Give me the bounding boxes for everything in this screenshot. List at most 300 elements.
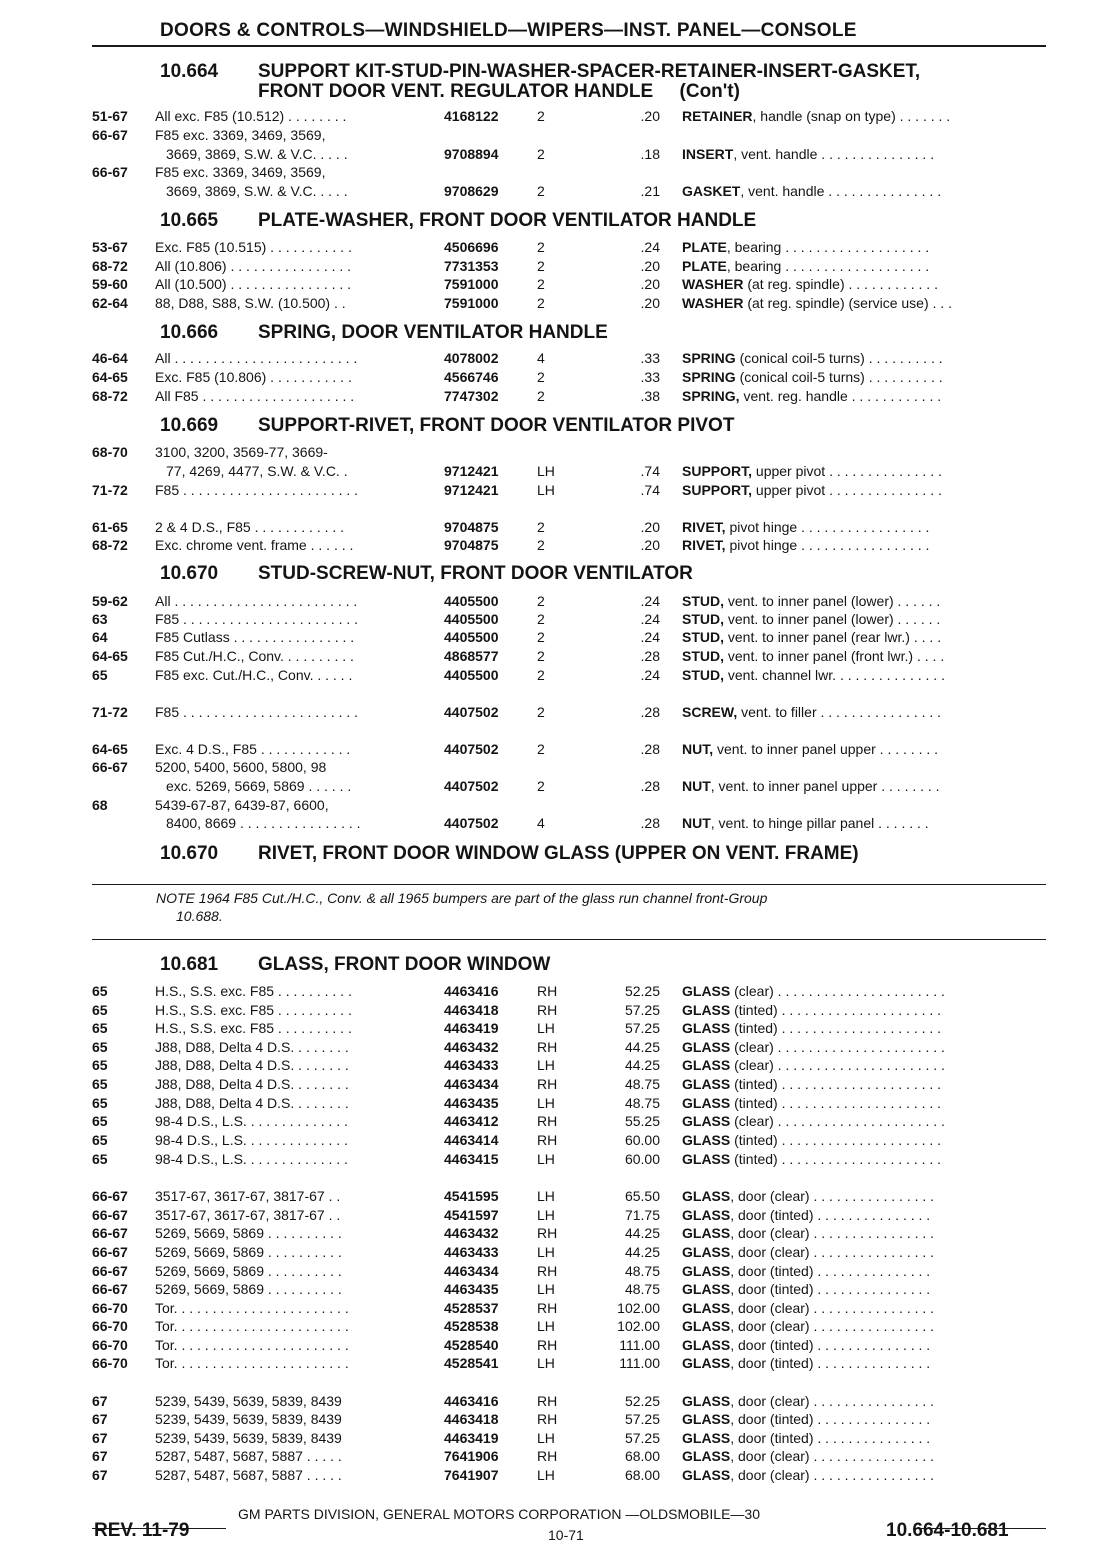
section-title: SPRING, DOOR VENTILATOR HANDLE <box>258 322 608 343</box>
application: F85 . . . . . . . . . . . . . . . . . . . . . . . <box>155 611 359 627</box>
price: 71.75 <box>624 1207 660 1223</box>
application: J88, D88, Delta 4 D.S. . . . . . . . <box>155 1095 349 1111</box>
model-years: 66-67 <box>92 1207 128 1223</box>
price: .33 <box>640 350 660 366</box>
part-name: GLASS <box>682 1300 731 1316</box>
part-number: 4078002 <box>444 350 499 366</box>
application: 5239, 5439, 5639, 5839, 8439 <box>155 1430 342 1446</box>
description <box>682 1001 1046 1020</box>
quantity: 2 <box>537 778 545 794</box>
part-number: 7747302 <box>444 388 499 404</box>
note-line: 10.688. <box>176 908 223 924</box>
application: 5239, 5439, 5639, 5839, 8439 <box>155 1393 342 1409</box>
price: 44.25 <box>624 1244 660 1260</box>
description <box>682 1466 1046 1485</box>
section-title: SUPPORT KIT-STUD-PIN-WASHER-SPACER-RETAINER-INSERT-GASKET, <box>258 61 921 82</box>
model-years: 65 <box>92 1039 108 1055</box>
description <box>682 1243 1046 1262</box>
application: F85 exc. 3369, 3469, 3569, <box>155 164 326 180</box>
part-detail: (at reg. spindle) . . . . . . . . . . . . <box>743 276 938 292</box>
part-number: 4463434 <box>444 1076 499 1092</box>
model-years: 65 <box>92 1002 108 1018</box>
part-detail: , vent. to hinge pillar panel . . . . . . . <box>710 815 929 831</box>
application: F85 exc. 3369, 3469, 3569, <box>155 127 326 143</box>
description <box>682 1206 1046 1225</box>
part-name: NUT <box>682 778 711 794</box>
section-heading <box>160 564 693 584</box>
application: 3100, 3200, 3569-77, 3669- <box>155 444 328 460</box>
part-number: 9708629 <box>444 183 499 199</box>
description <box>682 1187 1046 1206</box>
price: .24 <box>640 239 660 255</box>
description <box>682 275 1046 294</box>
note-rule-top <box>92 884 1046 885</box>
model-years: 66-67 <box>92 1188 128 1204</box>
price: 60.00 <box>624 1151 660 1167</box>
description <box>682 462 1046 481</box>
application: Exc. 4 D.S., F85 . . . . . . . . . . . . <box>155 741 351 757</box>
part-name: SPRING <box>682 350 736 366</box>
quantity: 4 <box>537 350 545 366</box>
model-years: 65 <box>92 667 108 683</box>
description <box>682 814 1046 833</box>
part-detail: (clear) . . . . . . . . . . . . . . . . . . . . . . <box>730 1039 945 1055</box>
part-number: 4405500 <box>444 667 499 683</box>
part-name: STUD, <box>682 611 724 627</box>
section-title: SUPPORT-RIVET, FRONT DOOR VENTILATOR PIVOT <box>258 415 735 436</box>
part-name: SCREW, <box>682 704 738 720</box>
part-number: 4463415 <box>444 1151 499 1167</box>
price: 48.75 <box>624 1076 660 1092</box>
quantity: RH <box>537 1263 558 1279</box>
section-title: GLASS, FRONT DOOR WINDOW <box>258 954 551 975</box>
quantity: RH <box>537 1076 558 1092</box>
part-detail: vent. to inner panel (rear lwr.) . . . . <box>724 629 942 645</box>
description <box>682 145 1046 164</box>
quantity: 2 <box>537 108 545 124</box>
application: 5287, 5487, 5687, 5887 . . . . . <box>155 1448 342 1464</box>
price: 48.75 <box>624 1263 660 1279</box>
price: 44.25 <box>624 1039 660 1055</box>
part-name: GLASS <box>682 1225 731 1241</box>
quantity: RH <box>537 1113 558 1129</box>
description <box>682 1280 1046 1299</box>
section-title: RIVET, FRONT DOOR WINDOW GLASS (UPPER ON VENT. FRAME) <box>258 843 859 864</box>
part-detail: vent. channel lwr. . . . . . . . . . . . . . . <box>724 667 945 683</box>
note-rule-bottom <box>92 939 1046 940</box>
section-number: 10.664 <box>160 61 219 82</box>
quantity: LH <box>537 1207 555 1223</box>
description <box>682 1317 1046 1336</box>
part-detail: vent. to inner panel (lower) . . . . . . <box>724 593 941 609</box>
price: 44.25 <box>624 1057 660 1073</box>
price: .21 <box>640 183 660 199</box>
price: 48.75 <box>624 1281 660 1297</box>
application: All F85 . . . . . . . . . . . . . . . . . . . . <box>155 388 355 404</box>
application: Exc. F85 (10.515) . . . . . . . . . . . <box>155 239 352 255</box>
application: 8400, 8669 . . . . . . . . . . . . . . . . <box>166 815 361 831</box>
part-number: 4506696 <box>444 239 499 255</box>
part-number: 9708894 <box>444 146 499 162</box>
price: 65.50 <box>624 1188 660 1204</box>
part-detail: (tinted) . . . . . . . . . . . . . . . . . . . . . <box>730 1151 942 1167</box>
model-years: 66-67 <box>92 759 128 775</box>
part-name: GLASS <box>682 1467 731 1483</box>
section-number: 10.665 <box>160 210 219 231</box>
quantity: 2 <box>537 369 545 385</box>
model-years: 68-72 <box>92 537 128 553</box>
price: 111.00 <box>619 1337 660 1353</box>
model-years: 65 <box>92 1132 108 1148</box>
description <box>682 294 1046 313</box>
section-number: 10.670 <box>160 843 219 864</box>
model-years: 63 <box>92 611 108 627</box>
description <box>682 777 1046 796</box>
part-name: PLATE <box>682 239 727 255</box>
part-name: GLASS <box>682 1448 731 1464</box>
part-name: GLASS <box>682 983 731 999</box>
application: 88, D88, S88, S.W. (10.500) . . <box>155 295 346 311</box>
model-years: 65 <box>92 1151 108 1167</box>
part-name: INSERT <box>682 146 734 162</box>
part-detail: , door (clear) . . . . . . . . . . . . . . . . <box>730 1467 935 1483</box>
price: 57.25 <box>624 1002 660 1018</box>
description <box>682 182 1046 201</box>
price: 52.25 <box>624 1393 660 1409</box>
section-number: 10.681 <box>160 954 219 975</box>
part-detail: (clear) . . . . . . . . . . . . . . . . . . . . . . <box>730 1057 945 1073</box>
application: Tor. . . . . . . . . . . . . . . . . . . . . . . <box>155 1300 349 1316</box>
price: .28 <box>640 704 660 720</box>
application: H.S., S.S. exc. F85 . . . . . . . . . . <box>155 983 352 999</box>
application: 3517-67, 3617-67, 3817-67 . . <box>155 1188 341 1204</box>
model-years: 68-72 <box>92 388 128 404</box>
model-years: 68-70 <box>92 444 128 460</box>
price: 57.25 <box>624 1411 660 1427</box>
application: F85 . . . . . . . . . . . . . . . . . . . . . . . <box>155 704 359 720</box>
model-years: 51-67 <box>92 108 128 124</box>
price: .28 <box>640 648 660 664</box>
part-name: RETAINER <box>682 108 753 124</box>
part-detail: (clear) . . . . . . . . . . . . . . . . . . . . . . <box>730 983 945 999</box>
part-number: 4463416 <box>444 983 499 999</box>
part-number: 4541597 <box>444 1207 499 1223</box>
quantity: 2 <box>537 239 545 255</box>
model-years: 61-65 <box>92 519 128 535</box>
part-number: 4463419 <box>444 1020 499 1036</box>
application: 2 & 4 D.S., F85 . . . . . . . . . . . . <box>155 519 345 535</box>
application: All (10.806) . . . . . . . . . . . . . . . . <box>155 258 352 274</box>
part-number: 4463432 <box>444 1039 499 1055</box>
part-number: 9712421 <box>444 463 499 479</box>
price: .33 <box>640 369 660 385</box>
description <box>682 592 1046 611</box>
description <box>682 740 1046 759</box>
model-years: 66-67 <box>92 1263 128 1279</box>
description <box>682 1354 1046 1373</box>
part-number: 4528537 <box>444 1300 499 1316</box>
section-heading <box>160 62 920 102</box>
model-years: 65 <box>92 983 108 999</box>
part-name: SPRING, <box>682 388 740 404</box>
part-detail: , door (tinted) . . . . . . . . . . . . . . . <box>730 1281 931 1297</box>
part-name: GLASS <box>682 1393 731 1409</box>
price: .74 <box>640 482 660 498</box>
part-detail: (conical coil-5 turns) . . . . . . . . . . <box>735 350 943 366</box>
price: 68.00 <box>624 1467 660 1483</box>
part-detail: , handle (snap on type) . . . . . . . <box>752 108 951 124</box>
part-name: GASKET <box>682 183 741 199</box>
section-title: PLATE-WASHER, FRONT DOOR VENTILATOR HANDLE <box>258 210 757 231</box>
description <box>682 703 1046 722</box>
price: .20 <box>640 276 660 292</box>
quantity: 2 <box>537 388 545 404</box>
part-number: 7641907 <box>444 1467 499 1483</box>
part-name: NUT, <box>682 741 714 757</box>
part-number: 4541595 <box>444 1188 499 1204</box>
model-years: 67 <box>92 1430 108 1446</box>
quantity: LH <box>537 1355 555 1371</box>
application: J88, D88, Delta 4 D.S. . . . . . . . <box>155 1076 349 1092</box>
price: .28 <box>640 815 660 831</box>
part-detail: , door (clear) . . . . . . . . . . . . . . . . <box>730 1393 935 1409</box>
part-name: GLASS <box>682 1188 731 1204</box>
application: J88, D88, Delta 4 D.S. . . . . . . . <box>155 1039 349 1055</box>
price: .20 <box>640 519 660 535</box>
part-detail: , door (clear) . . . . . . . . . . . . . . . . <box>730 1318 935 1334</box>
model-years: 46-64 <box>92 350 128 366</box>
part-detail: , door (tinted) . . . . . . . . . . . . . . . <box>730 1337 931 1353</box>
part-name: GLASS <box>682 1113 731 1129</box>
model-years: 66-67 <box>92 127 128 143</box>
description <box>682 518 1046 537</box>
part-number: 7731353 <box>444 258 499 274</box>
application: H.S., S.S. exc. F85 . . . . . . . . . . <box>155 1020 352 1036</box>
application: 3669, 3869, S.W. & V.C. . . . . <box>166 146 348 162</box>
application: exc. 5269, 5669, 5869 . . . . . . <box>166 778 352 794</box>
description <box>682 982 1046 1001</box>
quantity: 2 <box>537 704 545 720</box>
part-number: 4463435 <box>444 1281 499 1297</box>
model-years: 65 <box>92 1057 108 1073</box>
model-years: 59-60 <box>92 276 128 292</box>
application: 5439-67-87, 6439-87, 6600, <box>155 797 329 813</box>
part-number: 4405500 <box>444 629 499 645</box>
note <box>156 889 1016 925</box>
part-name: STUD, <box>682 667 724 683</box>
part-detail: , door (tinted) . . . . . . . . . . . . . . . <box>730 1430 931 1446</box>
part-number: 4463433 <box>444 1057 499 1073</box>
model-years: 68 <box>92 797 108 813</box>
quantity: RH <box>537 983 558 999</box>
description <box>682 1038 1046 1057</box>
application: 5287, 5487, 5687, 5887 . . . . . <box>155 1467 342 1483</box>
model-years: 53-67 <box>92 239 128 255</box>
section-number: 10.666 <box>160 322 219 343</box>
description <box>682 610 1046 629</box>
part-number: 4407502 <box>444 815 499 831</box>
section-heading <box>160 844 859 864</box>
part-name: RIVET, <box>682 519 726 535</box>
part-detail: , door (tinted) . . . . . . . . . . . . . . . <box>730 1355 931 1371</box>
part-detail: , vent. handle . . . . . . . . . . . . . . . <box>740 183 942 199</box>
part-detail: , bearing . . . . . . . . . . . . . . . . . . . <box>726 258 930 274</box>
description <box>682 666 1046 685</box>
part-number: 7591000 <box>444 295 499 311</box>
part-name: GLASS <box>682 1076 731 1092</box>
application: Tor. . . . . . . . . . . . . . . . . . . . . . . <box>155 1337 349 1353</box>
application: Tor. . . . . . . . . . . . . . . . . . . . . . . <box>155 1355 349 1371</box>
description <box>682 238 1046 257</box>
description <box>682 1336 1046 1355</box>
model-years: 67 <box>92 1411 108 1427</box>
price: .28 <box>640 778 660 794</box>
part-name: GLASS <box>682 1281 731 1297</box>
price: 55.25 <box>624 1113 660 1129</box>
section-heading <box>160 955 550 975</box>
description <box>682 368 1046 387</box>
quantity: 4 <box>537 815 545 831</box>
quantity: LH <box>537 1095 555 1111</box>
quantity: LH <box>537 1430 555 1446</box>
part-detail: vent. to inner panel upper . . . . . . . . <box>713 741 939 757</box>
quantity: 2 <box>537 667 545 683</box>
part-detail: , vent. handle . . . . . . . . . . . . . . . <box>733 146 935 162</box>
quantity: RH <box>537 1039 558 1055</box>
model-years: 64-65 <box>92 369 128 385</box>
model-years: 64 <box>92 629 108 645</box>
part-detail: , door (tinted) . . . . . . . . . . . . . . . <box>730 1207 931 1223</box>
part-detail: pivot hinge . . . . . . . . . . . . . . . . . <box>725 537 930 553</box>
section-heading <box>160 211 756 231</box>
part-number: 4463435 <box>444 1095 499 1111</box>
model-years: 66-70 <box>92 1355 128 1371</box>
part-name: SUPPORT, <box>682 482 753 498</box>
part-detail: vent. to inner panel (lower) . . . . . . <box>724 611 941 627</box>
part-number: 4168122 <box>444 108 499 124</box>
part-name: GLASS <box>682 1132 731 1148</box>
part-name: GLASS <box>682 1263 731 1279</box>
part-detail: , door (tinted) . . . . . . . . . . . . . . . <box>730 1263 931 1279</box>
application: 98-4 D.S., L.S. . . . . . . . . . . . . . <box>155 1113 348 1129</box>
price: 102.00 <box>617 1300 660 1316</box>
description <box>682 1447 1046 1466</box>
application: F85 Cutlass . . . . . . . . . . . . . . . . <box>155 629 355 645</box>
description <box>682 1410 1046 1429</box>
part-number: 4868577 <box>444 648 499 664</box>
price: 60.00 <box>624 1132 660 1148</box>
part-number: 4463412 <box>444 1113 499 1129</box>
part-number: 4566746 <box>444 369 499 385</box>
part-number: 4405500 <box>444 611 499 627</box>
application: 5269, 5669, 5869 . . . . . . . . . . <box>155 1263 342 1279</box>
description <box>682 1262 1046 1281</box>
quantity: 2 <box>537 537 545 553</box>
application: 5200, 5400, 5600, 5800, 98 <box>155 759 327 775</box>
quantity: LH <box>537 1188 555 1204</box>
part-name: SPRING <box>682 369 736 385</box>
application: 98-4 D.S., L.S. . . . . . . . . . . . . . <box>155 1151 348 1167</box>
part-detail: (at reg. spindle) (service use) . . . <box>743 295 952 311</box>
section-title: STUD-SCREW-NUT, FRONT DOOR VENTILATOR <box>258 563 693 584</box>
quantity: RH <box>537 1393 558 1409</box>
price: 57.25 <box>624 1020 660 1036</box>
model-years: 66-70 <box>92 1300 128 1316</box>
model-years: 66-67 <box>92 164 128 180</box>
page-number: 10-71 <box>548 1527 584 1543</box>
description <box>682 1224 1046 1243</box>
application: 5269, 5669, 5869 . . . . . . . . . . <box>155 1281 342 1297</box>
price: .20 <box>640 108 660 124</box>
quantity: LH <box>537 1318 555 1334</box>
model-years: 66-67 <box>92 1225 128 1241</box>
quantity: RH <box>537 1002 558 1018</box>
part-detail: pivot hinge . . . . . . . . . . . . . . . . . <box>725 519 930 535</box>
price: .74 <box>640 463 660 479</box>
model-years: 66-67 <box>92 1281 128 1297</box>
application: 5269, 5669, 5869 . . . . . . . . . . <box>155 1244 342 1260</box>
quantity: LH <box>537 1151 555 1167</box>
section-number: 10.669 <box>160 415 219 436</box>
price: .24 <box>640 611 660 627</box>
application: 3669, 3869, S.W. & V.C. . . . . <box>166 183 348 199</box>
application: F85 exc. Cut./H.C., Conv. . . . . . <box>155 667 353 683</box>
quantity: LH <box>537 1244 555 1260</box>
application: Tor. . . . . . . . . . . . . . . . . . . . . . . <box>155 1318 349 1334</box>
part-name: SUPPORT, <box>682 463 753 479</box>
section-number: 10.670 <box>160 563 219 584</box>
quantity: LH <box>537 1057 555 1073</box>
price: .28 <box>640 741 660 757</box>
part-number: 4463419 <box>444 1430 499 1446</box>
part-number: 4463414 <box>444 1132 499 1148</box>
part-detail: (tinted) . . . . . . . . . . . . . . . . . . . . . <box>730 1002 942 1018</box>
quantity: RH <box>537 1300 558 1316</box>
description <box>682 257 1046 276</box>
part-name: GLASS <box>682 1430 731 1446</box>
application: F85 Cut./H.C., Conv. . . . . . . . . . <box>155 648 354 664</box>
description <box>682 107 1046 126</box>
part-detail: (clear) . . . . . . . . . . . . . . . . . . . . . . <box>730 1113 945 1129</box>
part-name: GLASS <box>682 1095 731 1111</box>
part-detail: vent. reg. handle . . . . . . . . . . . . <box>739 388 942 404</box>
quantity: 2 <box>537 258 545 274</box>
model-years: 67 <box>92 1467 108 1483</box>
description <box>682 349 1046 368</box>
price: .38 <box>640 388 660 404</box>
application: Exc. chrome vent. frame . . . . . . <box>155 537 354 553</box>
part-name: GLASS <box>682 1355 731 1371</box>
part-number: 4463416 <box>444 1393 499 1409</box>
part-detail: (conical coil-5 turns) . . . . . . . . . . <box>735 369 943 385</box>
model-years: 64-65 <box>92 741 128 757</box>
description <box>682 628 1046 647</box>
section-heading <box>160 323 608 343</box>
application: All (10.500) . . . . . . . . . . . . . . . . <box>155 276 352 292</box>
description <box>682 1299 1046 1318</box>
model-years: 71-72 <box>92 482 128 498</box>
quantity: LH <box>537 1281 555 1297</box>
part-name: STUD, <box>682 629 724 645</box>
part-number: 4463433 <box>444 1244 499 1260</box>
application: F85 . . . . . . . . . . . . . . . . . . . . . . . <box>155 482 359 498</box>
quantity: LH <box>537 1467 555 1483</box>
model-years: 65 <box>92 1095 108 1111</box>
part-number: 4528538 <box>444 1318 499 1334</box>
section-title-continued: FRONT DOOR VENT. REGULATOR HANDLE (Con't) <box>258 81 740 102</box>
part-detail: vent. to inner panel (front lwr.) . . . . <box>724 648 945 664</box>
quantity: 2 <box>537 146 545 162</box>
